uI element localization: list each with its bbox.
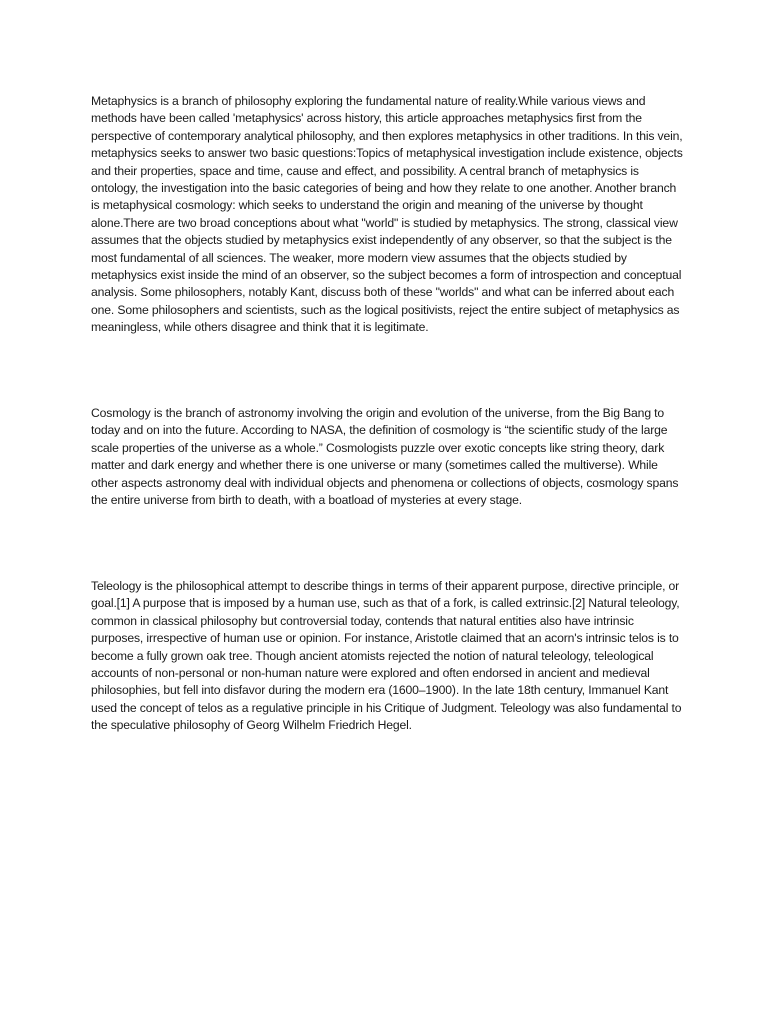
paragraph-cosmology: Cosmology is the branch of astronomy involving the origin and evolution of the universe, from the Big Bang to today and on into the future. According to NASA, the definition of cosmology is “the scientific study of the large scale properties of the universe as a whole.” Cosmologists puzzle over exotic concepts like string theory, dark matter and dark energy and whether there is one universe or many (sometimes called the multiverse). While other aspects astronomy deal with individual objects and phenomena or collections of objects, cosmology spans the entire universe from birth to death, with a boatload of mysteries at every stage.: [91, 406, 679, 508]
paragraph-metaphysics: Metaphysics is a branch of philosophy exploring the fundamental nature of reality.While various views and methods have been called 'metaphysics' across history, this article approaches metaphysics first from the perspective of contemporary analytical philosophy, and then explores metaphysics in other traditions. In this vein, metaphysics seeks to answer two basic questions:Topics of metaphysical investigation include existence, objects and their properties, space and time, cause and effect, and possibility. A central branch of metaphysics is ontology, the investigation into the basic categories of being and how they relate to one another. Another branch is metaphysical cosmology: which seeks to understand the origin and meaning of the universe by thought alone.There are two broad conceptions about what "world" is studied by metaphysics. The strong, classical view assumes that the objects studied by metaphysics exist independently of any observer, so that the subject is the most fundamental of all sciences. The weaker, more modern view assumes that the objects studied by metaphysics exist inside the mind of an observer, so the subject becomes a form of introspection and conceptual analysis. Some philosophers, notably Kant, discuss both of these "worlds" and what can be inferred about each one. Some philosophers and scientists, such as the logical positivists, reject the entire subject of metaphysics as meaningless, while others disagree and think that it is legitimate.: [91, 94, 683, 335]
paragraph-teleology: Teleology is the philosophical attempt to describe things in terms of their apparent purpose, directive principle, or goal.[1] A purpose that is imposed by a human use, such as that of a fork, is called extrinsic.[2] Natural teleology, common in classical philosophy but controversial today, contends that natural entities also have intrinsic purposes, irrespective of human use or opinion. For instance, Aristotle claimed that an acorn's intrinsic telos is to become a fully grown oak tree. Though ancient atomists rejected the notion of natural teleology, teleological accounts of non-personal or non-human nature were explored and often endorsed in ancient and medieval philosophies, but fell into disfavor during the modern era (1600–1900). In the late 18th century, Immanuel Kant used the concept of telos as a regulative principle in his Critique of Judgment. Teleology was also fundamental to the speculative philosophy of Georg Wilhelm Friedrich Hegel.: [91, 579, 682, 733]
